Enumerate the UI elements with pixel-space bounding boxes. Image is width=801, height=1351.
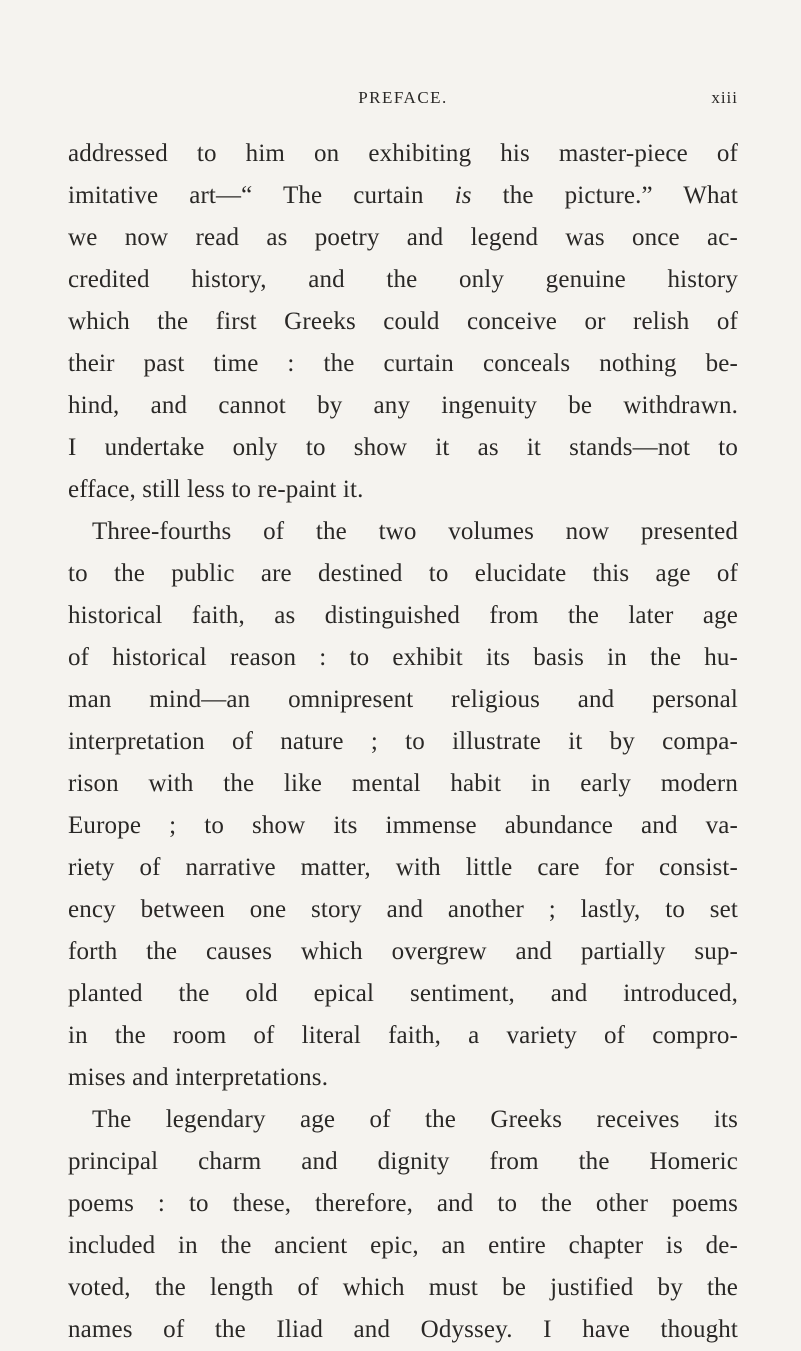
text-line: forth the causes which overgrew and partially sup- xyxy=(68,938,738,965)
text-line: to the public are destined to elucidate this age of xyxy=(68,560,738,587)
text-line: voted, the length of which must be justified by the xyxy=(68,1274,738,1301)
text-line: of historical reason : to exhibit its basis in the hu- xyxy=(68,644,738,671)
text-line: included in the ancient epic, an entire chapter is de- xyxy=(68,1232,738,1259)
text-line: imitative art—“ The curtain is the picture.” What xyxy=(68,182,738,209)
text-line: interpretation of nature ; to illustrate it by compa- xyxy=(68,728,738,755)
text-line: we now read as poetry and legend was once ac- xyxy=(68,224,738,251)
text-line: rison with the like mental habit in early modern xyxy=(68,770,738,797)
running-head xyxy=(68,88,738,114)
text-line: Three-fourths of the two volumes now presented xyxy=(92,518,738,545)
emphasis: is xyxy=(454,182,472,209)
text-line: The legendary age of the Greeks receives its xyxy=(92,1106,738,1133)
text-line: I undertake only to show it as it stands—not to xyxy=(68,434,738,461)
body-text xyxy=(68,133,738,1351)
text-line: which the first Greeks could conceive or relish of xyxy=(68,308,738,335)
page-number: xiii xyxy=(711,88,738,107)
text-line: in the room of literal faith, a variety of compro- xyxy=(68,1022,738,1049)
text-line: riety of narrative matter, with little care for consist- xyxy=(68,854,738,881)
text-line: man mind—an omnipresent religious and personal xyxy=(68,686,738,713)
text-line: efface, still less to re-paint it. xyxy=(68,476,364,503)
text-line: ency between one story and another ; lastly, to set xyxy=(68,896,738,923)
text-line: mises and interpretations. xyxy=(68,1064,329,1091)
text-line: historical faith, as distinguished from the later age xyxy=(68,602,738,629)
text-line: poems : to these, therefore, and to the other poems xyxy=(68,1190,738,1217)
text-line: principal charm and dignity from the Homeric xyxy=(68,1148,738,1175)
text-line: planted the old epical sentiment, and introduced, xyxy=(68,980,738,1007)
text-line: addressed to him on exhibiting his master-piece of xyxy=(68,140,738,167)
text-line: credited history, and the only genuine history xyxy=(68,266,738,293)
text-line: their past time : the curtain conceals nothing be- xyxy=(68,350,738,377)
text-line: hind, and cannot by any ingenuity be withdrawn. xyxy=(68,392,738,419)
text-line: Europe ; to show its immense abundance and va- xyxy=(68,812,738,839)
text-line: names of the Iliad and Odyssey. I have thought xyxy=(68,1316,738,1343)
running-title: PREFACE. xyxy=(358,88,448,107)
